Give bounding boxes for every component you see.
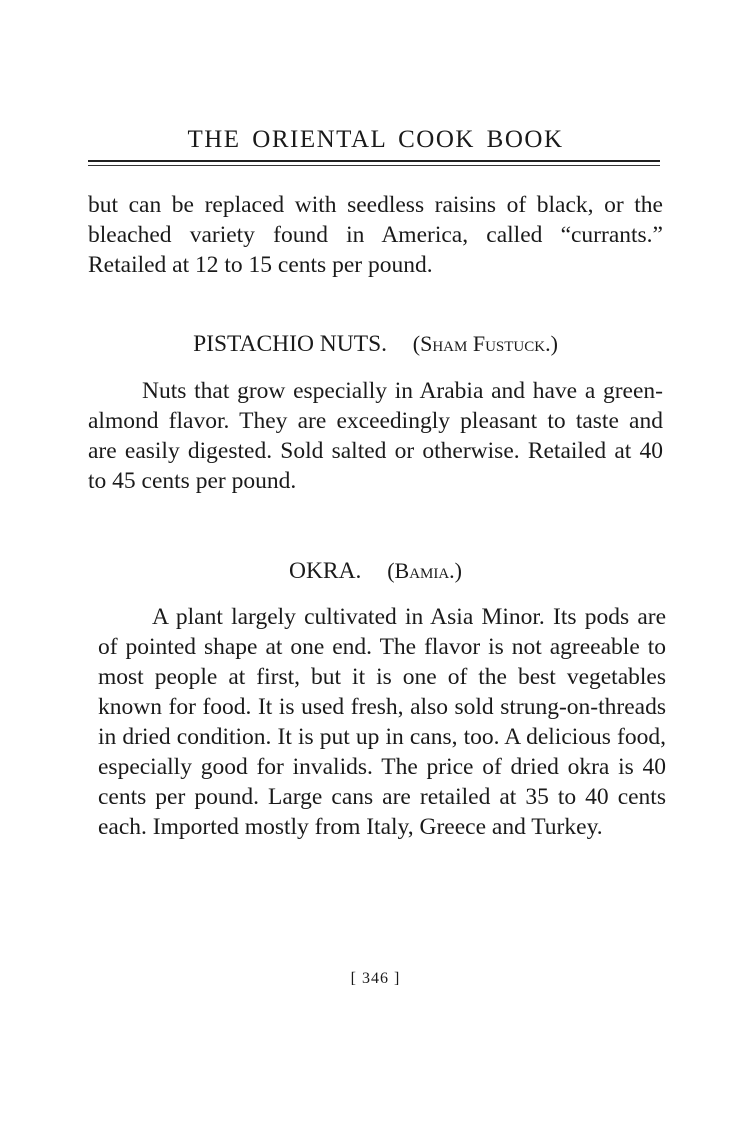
running-head: THE ORIENTAL COOK BOOK xyxy=(187,126,564,153)
header-rule-thick xyxy=(88,160,660,162)
section-title-okra: OKRA. xyxy=(288,558,362,584)
section-body-pistachio: Nuts that grow especially in Arabia and have a green-almond flavor. They are exceedingly pleasant to taste and are easily digested. Sold salted or otherwise. Retailed at 40 to 45 cents per pound. xyxy=(88,378,663,494)
header-rule-thin xyxy=(88,165,660,166)
section-title-pistachio: PISTACHIO NUTS. xyxy=(193,331,388,357)
section-heading-pistachio xyxy=(88,329,663,359)
section-native-name-pistachio: (Sham Fustuck.) xyxy=(412,331,558,356)
section-heading-okra xyxy=(88,556,663,586)
section-body-okra: A plant largely cultivated in Asia Minor. Its pods are of pointed shape at one end. The flavor is not agreeable to most people at first, but it is one of the best vegetables known for food. It is used fresh, also sold strung-on-threads in dried condition. It is put up in cans, too. A delicious food, especially good for invalids. The price of dried okra is 40 cents per pound. Large cans are retailed at 35 to 40 cents each. Imported mostly from Italy, Greece and Turkey. xyxy=(98,604,666,840)
book-page xyxy=(88,0,666,1148)
section-native-name-okra: (Bamia.) xyxy=(387,558,463,583)
continuation-paragraph: but can be replaced with seedless raisins of black, or the bleached variety found in America, called “currants.” Retailed at 12 to 15 cents per pound. xyxy=(88,192,663,278)
page-number: [ 346 ] xyxy=(350,970,401,987)
